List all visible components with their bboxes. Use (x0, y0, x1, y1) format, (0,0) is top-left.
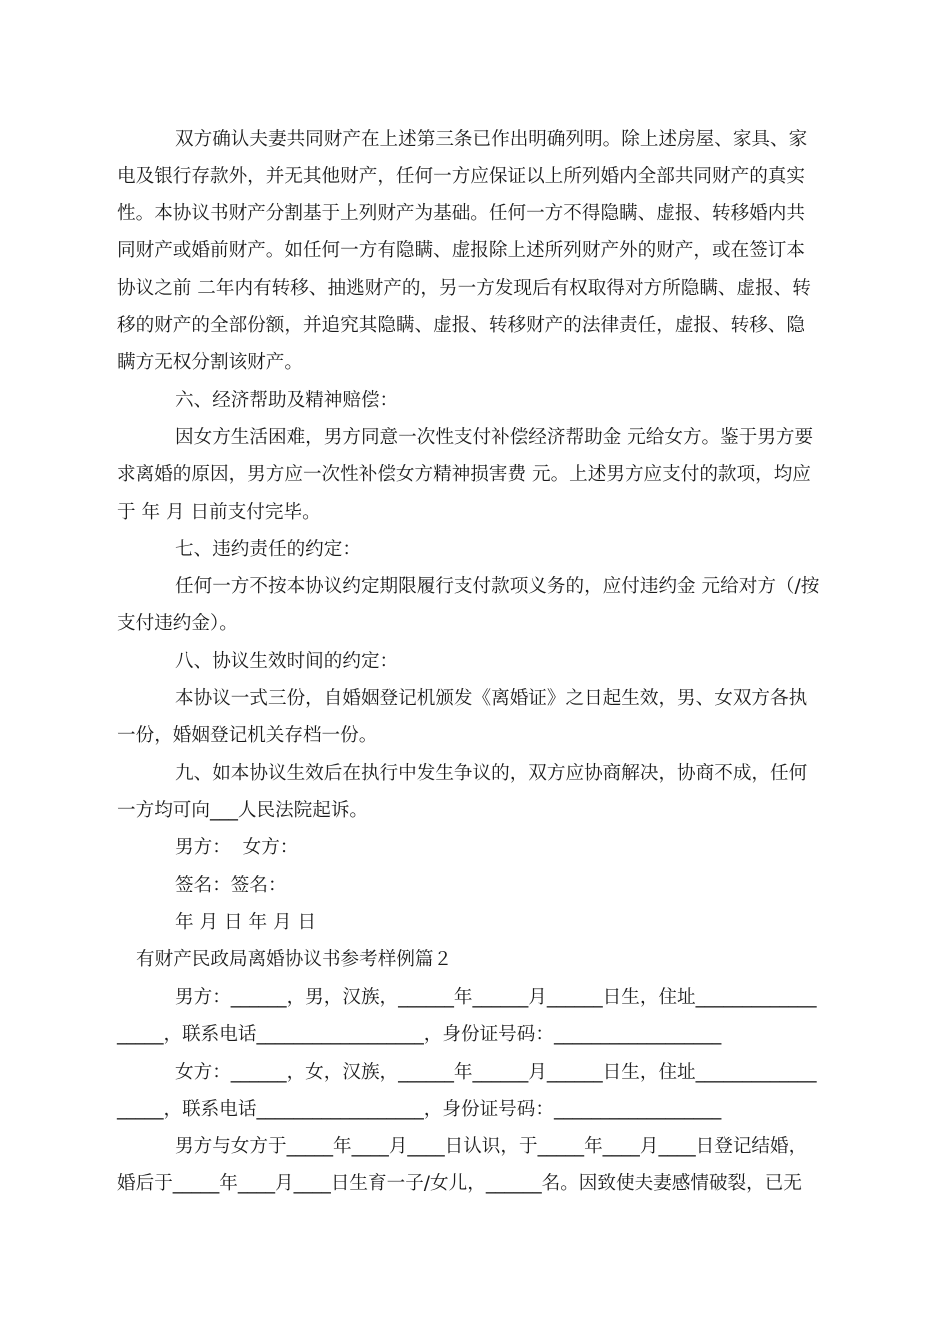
section-heading: 六、经济帮助及精神赔偿： (175, 390, 399, 411)
paragraph-line: 任何一方不按本协议约定期限履行支付款项义务的，应付违约金 元给对方（/按 (175, 576, 820, 597)
paragraph-line: 九、如本协议生效后在执行中发生争议的，双方应协商解决，协商不成，任何 (175, 763, 808, 784)
paragraph-line: 双方确认夫妻共同财产在上述第三条已作出明确列明。除上述房屋、家具、家 (175, 129, 808, 150)
paragraph-line: 电及银行存款外，并无其他财产，任何一方应保证以上所列婚内全部共同财产的真实 (117, 166, 805, 187)
signature-labels: 签名：签名： (175, 875, 287, 896)
signature-dates: 年 月 日 年 月 日 (175, 912, 317, 933)
paragraph-line: 一方均可向___人民法院起诉。 (117, 800, 369, 821)
paragraph-line: _____，联系电话__________________，身份证号码：__________________ (117, 1099, 722, 1120)
section-title: 有财产民政局离婚协议书参考样例篇２ (136, 949, 453, 970)
paragraph-line: 男方与女方于_____年____月____日认识，于_____年____月____日登记结婚， (175, 1136, 808, 1157)
paragraph-line: 性。本协议书财产分割基于上列财产为基础。任何一方不得隐瞒、虚报、转移婚内共 (117, 203, 805, 224)
paragraph-line: 本协议一式三份，自婚姻登记机颁发《离婚证》之日起生效，男、女双方各执 (175, 688, 808, 709)
paragraph-line: 求离婚的原因，男方应一次性补偿女方精神损害费 元。上述男方应支付的款项，均应 (117, 464, 811, 485)
paragraph-line: 因女方生活困难，男方同意一次性支付补偿经济帮助金 元给女方。鉴于男方要 (175, 427, 814, 448)
paragraph-line: 婚后于_____年____月____日生育一子/女儿，______名。因致使夫妻感情破裂，已无 (117, 1173, 802, 1194)
signature-parties: 男方： 女方： (175, 837, 299, 858)
paragraph-line: 同财产或婚前财产。如任何一方有隐瞒、虚报除上述所列财产外的财产，或在签订本 (117, 240, 805, 261)
paragraph-line: _____，联系电话__________________，身份证号码：__________________ (117, 1024, 722, 1045)
paragraph-line: 支付违约金）。 (117, 613, 238, 634)
paragraph-line: 移的财产的全部份额，并追究其隐瞒、虚报、转移财产的法律责任，虚报、转移、隐 (117, 315, 805, 336)
paragraph-line: 瞒方无权分割该财产。 (117, 352, 303, 373)
paragraph-line: 于 年 月 日前支付完毕。 (117, 502, 321, 523)
section-heading: 七、违约责任的约定： (175, 539, 361, 560)
paragraph-line: 协议之前 二年内有转移、抽逃财产的，另一方发现后有权取得对方所隐瞒、虚报、转 (117, 278, 811, 299)
paragraph-line: 一份，婚姻登记机关存档一份。 (117, 725, 378, 746)
section-heading: 八、协议生效时间的约定： (175, 651, 399, 672)
paragraph-line: 男方：______，男，汉族，______年______月______日生，住址_____________ (175, 987, 817, 1008)
paragraph-line: 女方：______，女，汉族，______年______月______日生，住址_____________ (175, 1062, 817, 1083)
